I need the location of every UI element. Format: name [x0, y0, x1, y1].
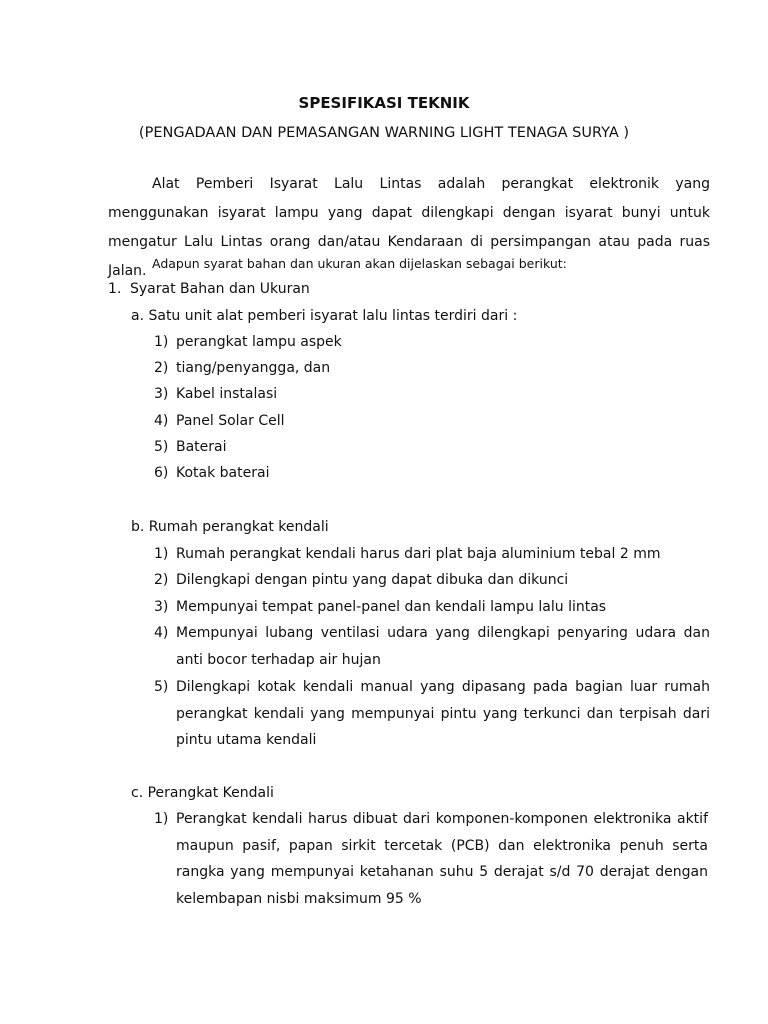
subsection-a-heading: a. Satu unit alat pemberi isyarat lalu lintas terdiri dari :: [131, 308, 518, 324]
list-item-text: Kabel instalasi: [176, 386, 278, 402]
list-item-number: 2): [154, 360, 169, 376]
list-item-number: 4): [154, 625, 169, 641]
list-item-number: 2): [154, 572, 169, 588]
subsection-c-heading: c. Perangkat Kendali: [131, 785, 274, 801]
list-item-number: 3): [154, 599, 169, 615]
intro-note: Adapun syarat bahan dan ukuran akan dijelaskan sebagai berikut:: [152, 256, 567, 271]
list-item: [154, 434, 227, 460]
document-subtitle: (PENGADAAN DAN PEMASANGAN WARNING LIGHT TENAGA SURYA ): [138, 125, 630, 141]
subsection-b-heading: b. Rumah perangkat kendali: [131, 519, 329, 535]
list-item: [154, 594, 606, 620]
list-item-text: tiang/penyangga, dan: [176, 360, 331, 376]
list-item-number: 1): [154, 811, 169, 827]
list-item-text: Mempunyai lubang ventilasi udara yang dilengkapi penyaring udara dan anti bocor terhadap air hujan: [176, 625, 710, 668]
list-item-text: Dilengkapi dengan pintu yang dapat dibuka dan dikunci: [176, 572, 569, 588]
list-item: [154, 329, 342, 355]
list-item-text: Baterai: [176, 439, 227, 455]
list-item-number: 1): [154, 334, 169, 350]
list-item-text: Kotak baterai: [176, 465, 270, 481]
list-item-text: Mempunyai tempat panel-panel dan kendali lampu lalu lintas: [176, 599, 607, 615]
section-1-heading: [108, 276, 310, 302]
list-item-number: 6): [154, 465, 169, 481]
list-item-number: 4): [154, 413, 169, 429]
list-item-text: Dilengkapi kotak kendali manual yang dipasang pada bagian luar rumah perangkat kendali yang mempunyai pintu yang terkunci dan terpisah dari pintu utama kendali: [176, 679, 710, 748]
list-item: [154, 567, 568, 593]
list-item: [154, 355, 330, 381]
list-item: [154, 460, 269, 486]
list-item-number: 1): [154, 546, 169, 562]
list-item: [154, 381, 277, 407]
list-item-text: perangkat lampu aspek: [176, 334, 342, 350]
list-item-text: Panel Solar Cell: [176, 413, 285, 429]
list-item-number: 5): [154, 439, 169, 455]
list-item-number: 5): [154, 679, 169, 695]
section-1-label: Syarat Bahan dan Ukuran: [130, 281, 310, 297]
section-1-number: 1.: [108, 281, 122, 297]
list-item: [154, 408, 285, 434]
document-title: SPESIFIKASI TEKNIK: [298, 94, 470, 112]
intro-paragraph: Alat Pemberi Isyarat Lalu Lintas adalah perangkat elektronik yang menggunakan isyarat lampu yang dapat dilengkapi dengan isyarat bunyi untuk mengatur Lalu Lintas orang dan/atau Kendaraan di persimpangan atau pada ruas Jalan.: [108, 176, 710, 279]
list-item: [154, 541, 660, 567]
list-item-text: Perangkat kendali harus dibuat dari komponen-komponen elektronika aktif maupun pasif, papan sirkit tercetak (PCB) dan elektronika penuh serta rangka yang mempunyai ketahanan suhu 5 derajat s/d 70 derajat dengan kelembapan nisbi maksimum 95 %: [176, 811, 708, 907]
list-item-text: Rumah perangkat kendali harus dari plat baja aluminium tebal 2 mm: [176, 546, 661, 562]
list-item-number: 3): [154, 386, 169, 402]
